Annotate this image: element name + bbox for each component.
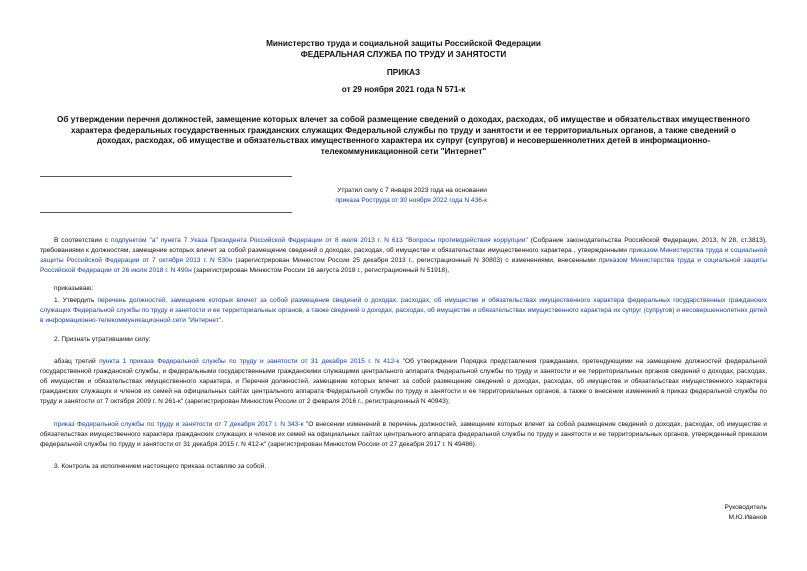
status-link[interactable]: приказа Роструда от 30 ноября 2022 года N 436-к <box>335 197 487 204</box>
document-title: Об утверждении перечня должностей, замещение которых влечет за собой размещение сведений о доходах, расходах, об имуществе и обязательствах имущественного характера федеральных государственных гражданских служащих Федеральной службы по труду и занятости и ее территориальных органов, а также сведений о доходах, расходах, об имуществе и обязательствах имущественного характера их супруг (супругов) и несовершеннолетних детей в информационно-телекоммуникационной сети "Интернет" <box>57 115 750 156</box>
preamble-link-decree[interactable]: подпунктом "а" пункта 7 Указа Президента Российской Федерации от 8 июля 2013 г. N 613 "Вопросы противодействия коррупции" <box>111 237 528 244</box>
item-1-text: 1. Утвердить <box>54 297 98 304</box>
item-2b-paragraph <box>40 420 767 450</box>
item-3-paragraph <box>40 462 767 472</box>
preamble-text-2: (Собрание законодательства Российской Федерации, 2013, N 28, ст.3813), требованиями к должностям, замещение которых влечет за собой размещение сведений о доходах, расходах, об имуществе и обязательствах имущественного характера , утвержденными <box>40 237 767 254</box>
service-name: ФЕДЕРАЛЬНАЯ СЛУЖБА ПО ТРУДУ И ЗАНЯТОСТИ <box>300 50 507 59</box>
item-2-paragraph <box>40 335 767 345</box>
item-2b-link[interactable]: приказ Федеральной службы по труду и занятости от 7 декабря 2017 г. N 343-к <box>54 421 304 428</box>
item-2b-rest: "О внесении изменений в перечень должностей, замещение которых влечет за собой размещение сведений о доходах, расходах, об имуществе и обязательствах имущественного характера гражданских служащих и членов их семей на официальных сайтах центрального аппарата федеральной службы по труду и занятости и ее территориальных органов, утвержденный приказом федеральной службы по труду и занятости от 31 декабря 2015 г. N 412-к" (зарегистрирован Минюстом России от 27 декабря 2017 г. N 49486). <box>40 421 767 448</box>
item-3-text: 3. Контроль за исполнением настоящего приказа оставляю за собой. <box>54 463 267 470</box>
document-type: ПРИКАЗ <box>386 68 421 77</box>
preamble-link-order-530n[interactable]: приказом Министерства труда и социальной защиты Российской Федерации от 7 октября 2013 г. N 530н <box>40 247 767 264</box>
document-date-number: от 29 ноября 2021 года N 571-к <box>341 85 466 94</box>
preamble-text-4: (зарегистрирован Минюстом России 16 августа 2018 г., регистрационный N 51918), <box>191 267 450 274</box>
divider-top <box>40 176 292 177</box>
ministry-name: Министерство труда и социальной защиты Российской Федерации <box>266 39 541 48</box>
item-2a-rest: "Об утверждении Порядка представления гражданами, претендующими на замещение должностей федеральной государственной гражданской службы, и федеральными государственными гражданскими служащими центрального аппарата Федеральной службы по труду и занятости и ее территориальных органов сведений о доходах, расходах, об имуществе и обязательствах имущественного характера, и Перечня должностей, замещение которых влечет за собой размещение сведений о доходах, расходах, об имуществе и обязательствах имущественного характера гражданских служащих и членов их семей на официальных сайтах центрального аппарата Федеральной службы по труду и занятости и ее территориальных органов, а также о внесении изменений в приказ федеральной службы по труду и занятости от 7 октября 2009 г. N 261-к" (зарегистрирован Минюстом России от 2 февраля 2016 г., регистрационный N 40943); <box>40 358 767 405</box>
status-line: Утратил силу с 7 января 2023 года на основании <box>337 187 487 194</box>
preamble-link-order-490n[interactable]: приказом Министерства труда и социальной защиты Российской Федерации от 26 июля 2018 г. N 490н <box>40 257 767 274</box>
divider-bottom <box>40 212 292 213</box>
preamble-paragraph <box>40 236 767 276</box>
item-2a-paragraph <box>40 357 767 407</box>
order-word <box>40 284 767 294</box>
signature-name: М.Ю.Иванов <box>728 514 767 521</box>
preamble-text-1: В соответствии с <box>54 237 112 244</box>
order-word-text: приказываю: <box>54 285 94 292</box>
item-1-paragraph <box>40 296 767 326</box>
item-2a-link[interactable]: пункта 1 приказа Федеральной службы по труду и занятости от 31 декабря 2015 г. N 412-к <box>99 358 400 365</box>
preamble-text-3: (зарегистрирован Минюстом России 25 декабря 2013 г., регистрационный N 30803) с изменениями, внесенными <box>232 257 599 264</box>
item-2a-text: абзац третий <box>54 358 100 365</box>
item-1-link[interactable]: перечень должностей, замещение которых влечет за собой размещение сведений о доходах, расходах, об имуществе и обязательствах имущественного характера федеральных государственных гражданских служащих Федеральной службы по труду и занятости и ее территориальных органов, а также сведений о доходах, расходах, об имуществе и обязательствах имущественного характера их супруг (супругов) и несовершеннолетних детей в информационно-телекоммуникационной сети "Интернет" <box>40 297 767 324</box>
item-2-text: 2. Признать утратившими силу: <box>54 336 151 343</box>
item-1-end: . <box>221 317 224 324</box>
signature-position: Руководитель <box>724 504 767 511</box>
